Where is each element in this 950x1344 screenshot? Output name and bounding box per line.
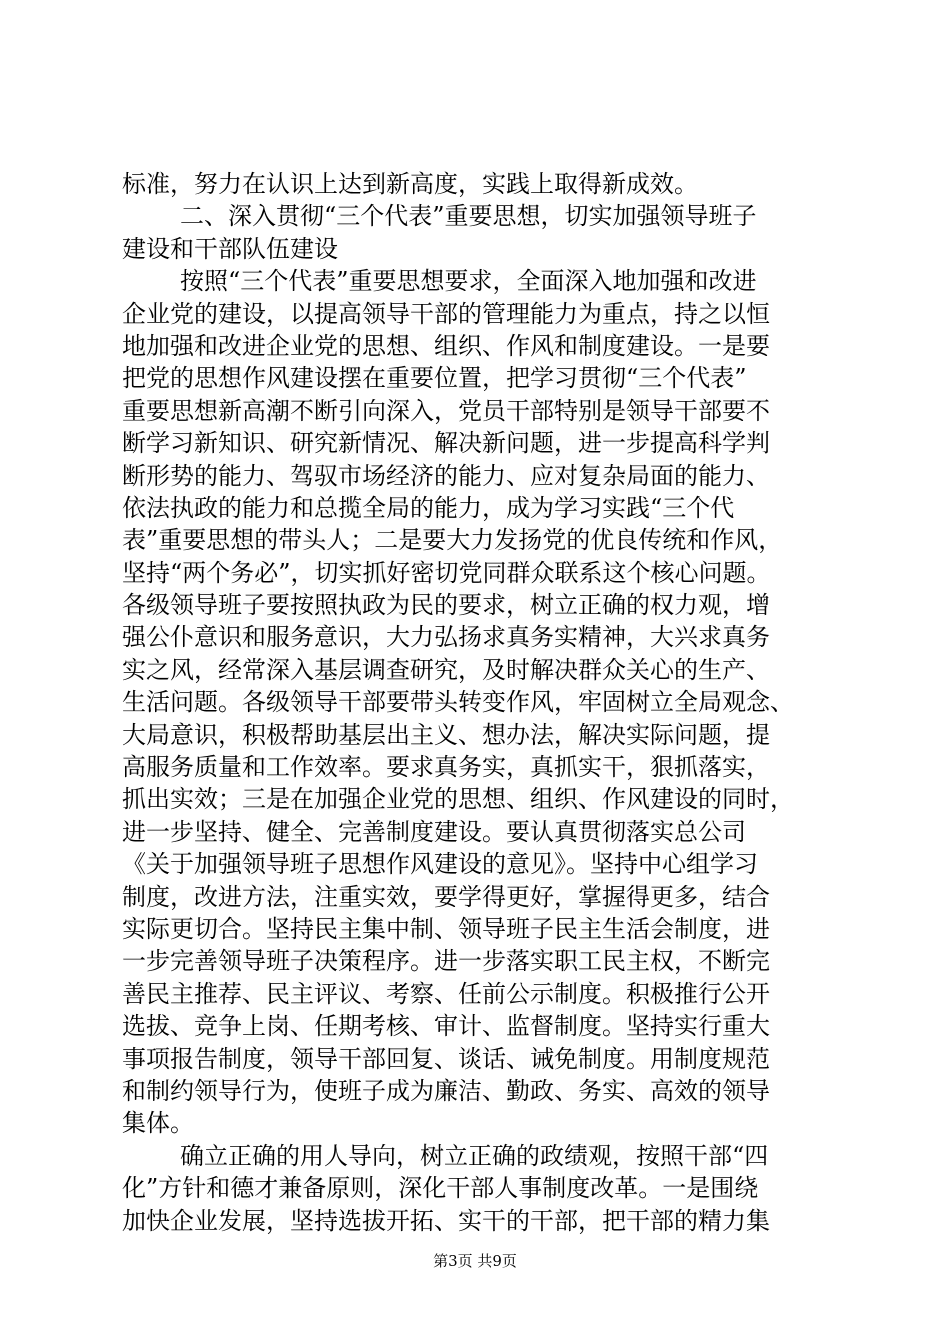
text-line: 化”方针和德才兼备原则，深化干部人事制度改革。一是围绕 [122, 1174, 759, 1203]
text-line: 高服务质量和工作效率。要求真务实，真抓实干，狠抓落实， [122, 753, 770, 782]
text-line: 断学习新知识、研究新情况、解决新问题，进一步提高科学判 [122, 429, 770, 458]
text-line: 选拔、竞争上岗、任期考核、审计、监督制度。坚持实行重大 [122, 1012, 770, 1041]
text-line: 事项报告制度，领导干部回复、谈话、诫免制度。用制度规范 [122, 1044, 770, 1073]
section-heading-line: 二、深入贯彻“三个代表”重要思想，切实加强领导班子 [180, 202, 757, 231]
text-line: 实际更切合。坚持民主集中制、领导班子民主生活会制度，进 [122, 914, 770, 943]
page-number-footer: 第3页 共9页 [433, 1252, 517, 1270]
text-line: 实之风，经常深入基层调查研究，及时解决群众关心的生产、 [122, 655, 770, 684]
text-line: 生活问题。各级领导干部要带头转变作风，牢固树立全局观念、 [122, 688, 794, 717]
text-line: 和制约领导行为，使班子成为廉洁、勤政、务实、高效的领导 [122, 1076, 770, 1105]
section-heading-line: 建设和干部队伍建设 [122, 234, 338, 263]
text-line: 坚持“两个务必”，切实抓好密切党同群众联系这个核心问题。 [122, 558, 771, 587]
document-body [122, 168, 834, 1237]
text-line: 进一步坚持、健全、完善制度建设。要认真贯彻落实总公司 [122, 817, 746, 846]
text-line: 强公仆意识和服务意识，大力弘扬求真务实精神，大兴求真务 [122, 623, 770, 652]
text-line: 抓出实效；三是在加强企业党的思想、组织、作风建设的同时， [122, 785, 794, 814]
text-line: 集体。 [122, 1109, 194, 1138]
text-line: 重要思想新高潮不断引向深入，党员干部特别是领导干部要不 [122, 396, 770, 425]
text-line: 地加强和改进企业党的思想、组织、作风和制度建设。一是要 [122, 331, 770, 360]
text-line: 确立正确的用人导向，树立正确的政绩观，按照干部“四 [180, 1141, 769, 1170]
text-line: 标准，努力在认识上达到新高度，实践上取得新成效。 [122, 170, 698, 198]
text-line: 断形势的能力、驾驭市场经济的能力、应对复杂局面的能力、 [122, 461, 770, 490]
text-line: 各级领导班子要按照执政为民的要求，树立正确的权力观，增 [122, 591, 770, 620]
text-line: 制度，改进方法，注重实效，要学得更好，掌握得更多，结合 [122, 882, 770, 911]
text-line: 一步完善领导班子决策程序。进一步落实职工民主权，不断完 [122, 947, 770, 976]
text-line: 按照“三个代表”重要思想要求，全面深入地加强和改进 [180, 267, 757, 296]
text-line: 大局意识，积极帮助基层出主义、想办法，解决实际问题，提 [122, 720, 770, 749]
text-line: 企业党的建设，以提高领导干部的管理能力为重点，持之以恒 [122, 299, 770, 328]
text-line: 加快企业发展，坚持选拔开拓、实干的干部，把干部的精力集 [122, 1206, 770, 1235]
text-line: 《关于加强领导班子思想作风建设的意见》。坚持中心组学习 [122, 850, 758, 879]
text-line: 善民主推荐、民主评议、考察、任前公示制度。积极推行公开 [122, 979, 770, 1008]
text-line: 把党的思想作风建设摆在重要位置，把学习贯彻“三个代表” [122, 364, 747, 393]
text-line: 表”重要思想的带头人；二是要大力发扬党的优良传统和作风， [122, 526, 783, 555]
text-line: 依法执政的能力和总揽全局的能力，成为学习实践“三个代 [122, 493, 735, 522]
